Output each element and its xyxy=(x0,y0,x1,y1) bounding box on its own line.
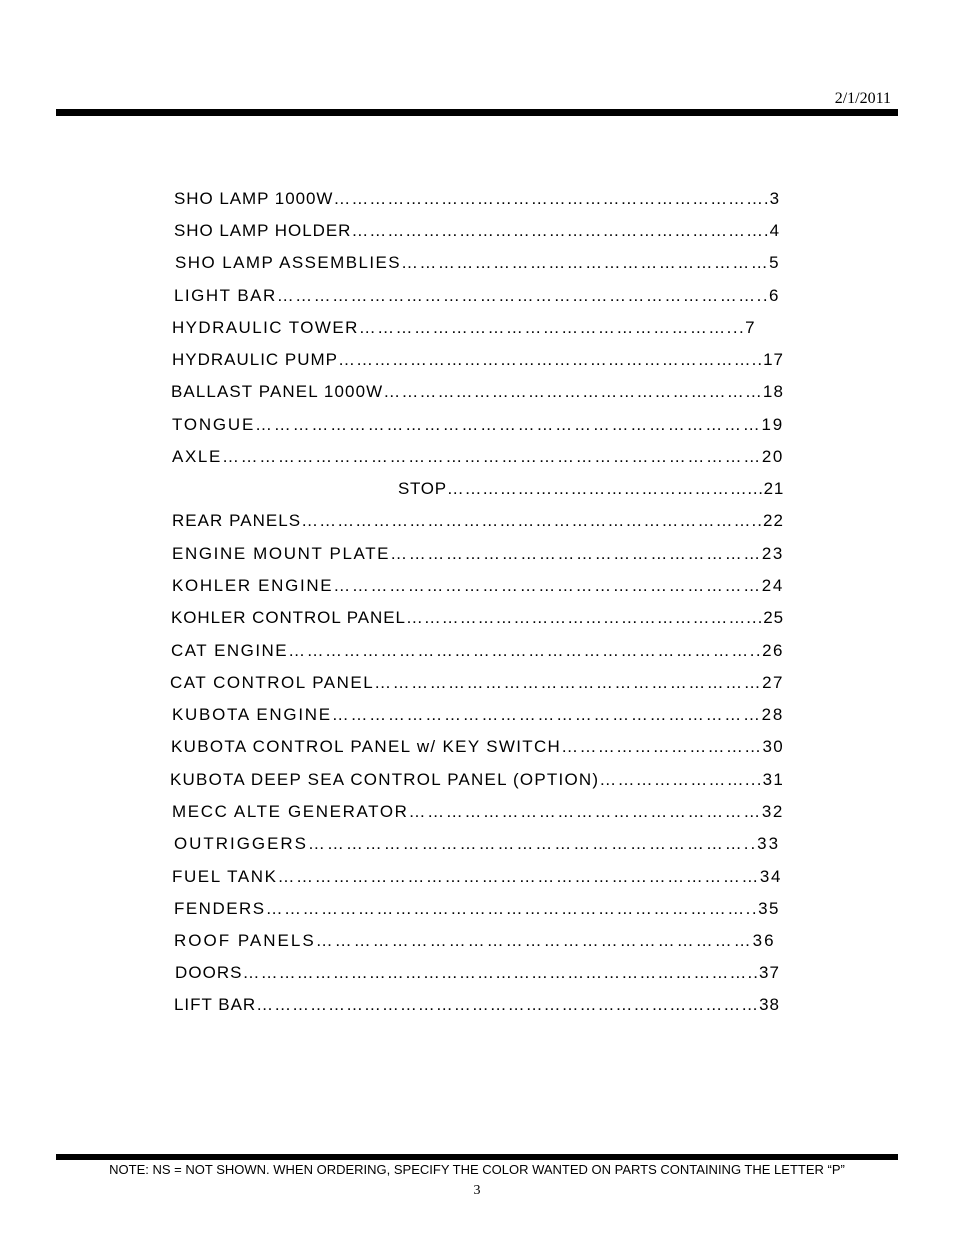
toc-entry-tongue[interactable]: TONGUE………………………………………………………………………19 xyxy=(172,415,784,434)
toc-entry-kubota-control-panel-key-switch[interactable]: KUBOTA CONTROL PANEL w/ KEY SWITCH……………………………30 xyxy=(171,737,784,756)
document-date: 2/1/2011 xyxy=(834,90,891,107)
toc-entry-hydraulic-pump[interactable]: HYDRAULIC PUMP……………………………………………………………..17 xyxy=(172,350,784,369)
toc-entry-rear-panels[interactable]: REAR PANELS…………………………………………………………………..22 xyxy=(172,511,784,530)
toc-entry-ballast-panel-1000w[interactable]: BALLAST PANEL 1000W………………………………………………………18 xyxy=(171,382,784,401)
toc-entry-mecc-alte-generator[interactable]: MECC ALTE GENERATOR…………………………………………………32 xyxy=(172,802,784,821)
toc-entry-hydraulic-tower[interactable]: HYDRAULIC TOWER……………………………………………………...7 xyxy=(172,318,756,337)
toc-entry-axle[interactable]: AXLE……………………………………………………………………………20 xyxy=(172,447,784,466)
toc-entry-sho-lamp-1000w[interactable]: SHO LAMP 1000W……………………………………………………………….3 xyxy=(174,189,780,208)
toc-entry-kohler-engine[interactable]: KOHLER ENGINE……………………………………………………………24 xyxy=(172,576,784,595)
toc-entry-lift-bar[interactable]: LIFT BAR…………………………………………………………………………38 xyxy=(174,995,780,1014)
page-number: 3 xyxy=(473,1183,481,1198)
toc-entry-engine-mount-plate[interactable]: ENGINE MOUNT PLATE……………………………………………………23 xyxy=(172,544,784,563)
toc-entry-kohler-control-panel[interactable]: KOHLER CONTROL PANEL…………………………………………………...25 xyxy=(171,608,784,627)
toc-entry-kubota-deep-sea-control-panel[interactable]: KUBOTA DEEP SEA CONTROL PANEL (OPTION)……………………...31 xyxy=(170,770,784,789)
toc-entry-outriggers[interactable]: OUTRIGGERS……………………………………………………………..33 xyxy=(174,834,780,853)
toc-entry-stop[interactable]: STOP……………………………………………...21 xyxy=(398,479,784,498)
toc-entry-fenders[interactable]: FENDERS……………………………………………………………………..35 xyxy=(174,899,780,918)
toc-entry-cat-control-panel[interactable]: CAT CONTROL PANEL………………………………………………………27 xyxy=(170,673,784,692)
toc-entry-fuel-tank[interactable]: FUEL TANK……………………………………………………………………34 xyxy=(172,867,782,886)
toc-entry-sho-lamp-holder[interactable]: SHO LAMP HOLDER…………………………………………………………….4 xyxy=(174,221,780,240)
toc-entry-sho-lamp-assemblies[interactable]: SHO LAMP ASSEMBLIES……………………………………………………5 xyxy=(175,253,780,272)
bottom-rule xyxy=(56,1154,898,1160)
toc-entry-roof-panels[interactable]: ROOF PANELS……………………………………………………………36 xyxy=(174,931,776,950)
toc-entry-light-bar[interactable]: LIGHT BAR……………………………………………………………………..6 xyxy=(174,286,780,305)
footer-note: NOTE: NS = NOT SHOWN. WHEN ORDERING, SPECIFY THE COLOR WANTED ON PARTS CONTAINING THE LETTER “P” xyxy=(109,1162,845,1177)
toc-entry-kubota-engine[interactable]: KUBOTA ENGINE……………………………………………………………28 xyxy=(172,705,784,724)
toc-entry-cat-engine[interactable]: CAT ENGINE…………………………………………………………………..26 xyxy=(171,641,784,660)
toc-entry-doors[interactable]: DOORS…………………………………………………………………………..37 xyxy=(175,963,780,982)
